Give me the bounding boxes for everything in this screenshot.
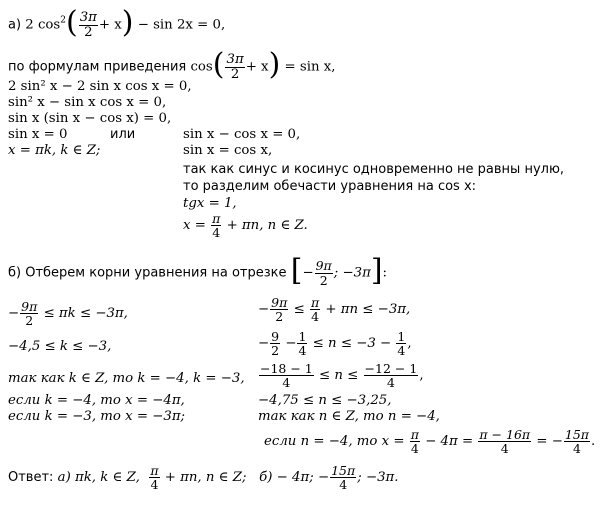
part-b-title: б) Отберем корни уравнения на отрезке [− $\frac{9\pi}{2}$ ; −3π]: bbox=[8, 253, 388, 288]
step-line-5: sin x (sin x − cos x) = 0, bbox=[8, 111, 172, 126]
right-inequality-4: −4,75 ≤ n ≤ −3,25, bbox=[258, 393, 392, 408]
note-line-1: так как синус и косинус одновременно не равны нулю, bbox=[183, 162, 565, 177]
step-line-3: 2 sin² x − 2 sin x cos x = 0, bbox=[8, 79, 192, 94]
equation-line: а) 2 $\cos^2$( $\frac{3\pi}{2}$ + x) − sin 2x = 0, bbox=[8, 5, 226, 40]
reduction-line: по формулам приведения cos( $\frac{3\pi}{2}$ + x) = sin x, bbox=[8, 47, 336, 82]
answer-line: Ответ: а) πk, k ∈ Z, $\frac{\pi}{4}$ + πn, n ∈ Z; б) − 4π; − $\frac{15\pi}{4}$ ; −3π. bbox=[8, 463, 399, 493]
right-inequality-2: − $\frac{9}{2}$ − $\frac{1}{4}$ ≤ n ≤ −3 − $\frac{1}{4}$ , bbox=[258, 329, 412, 359]
left-equation: sin x = 0 bbox=[8, 127, 68, 142]
left-solution: x = πk, k ∈ Z; bbox=[8, 143, 101, 158]
tg-line: tgx = 1, bbox=[183, 196, 237, 211]
right-integer-note: так как n ∈ Z, то n = −4, bbox=[258, 409, 440, 424]
left-inequality-2: −4,5 ≤ k ≤ −3, bbox=[8, 339, 112, 354]
left-inequality-1: − $\frac{9\pi}{2}$ ≤ πk ≤ −3π, bbox=[8, 299, 128, 329]
right-case-line: если n = −4, то x = $\frac{\pi}{4}$ − 4π = $\frac{\pi - 16\pi}{4}$ = − $\frac{15\pi}{4}$ . bbox=[264, 427, 596, 457]
right-equation-2: sin x = cos x, bbox=[183, 143, 273, 158]
left-case-2: если k = −3, то x = −3π; bbox=[8, 409, 186, 424]
right-equation-1: sin x − cos x = 0, bbox=[183, 127, 301, 142]
or-word: или bbox=[110, 127, 136, 142]
solution-line: x = $\frac{\pi}{4}$ + πn, n ∈ Z. bbox=[183, 211, 308, 241]
left-case-1: если k = −4, то x = −4π, bbox=[8, 393, 185, 408]
right-inequality-1: − $\frac{9\pi}{2}$ ≤ $\frac{\pi}{4}$ + πn ≤ −3π, bbox=[258, 295, 411, 325]
step-line-4: sin² x − sin x cos x = 0, bbox=[8, 95, 167, 110]
right-inequality-3: $\frac{-18 - 1}{4}$ ≤ n ≤ $\frac{-12 - 1}{4}$ , bbox=[260, 361, 424, 391]
note-line-2: то разделим обечасти уравнения на cos x: bbox=[183, 179, 477, 194]
left-integer-note: так как k ∈ Z, то k = −4, k = −3, bbox=[8, 371, 245, 386]
